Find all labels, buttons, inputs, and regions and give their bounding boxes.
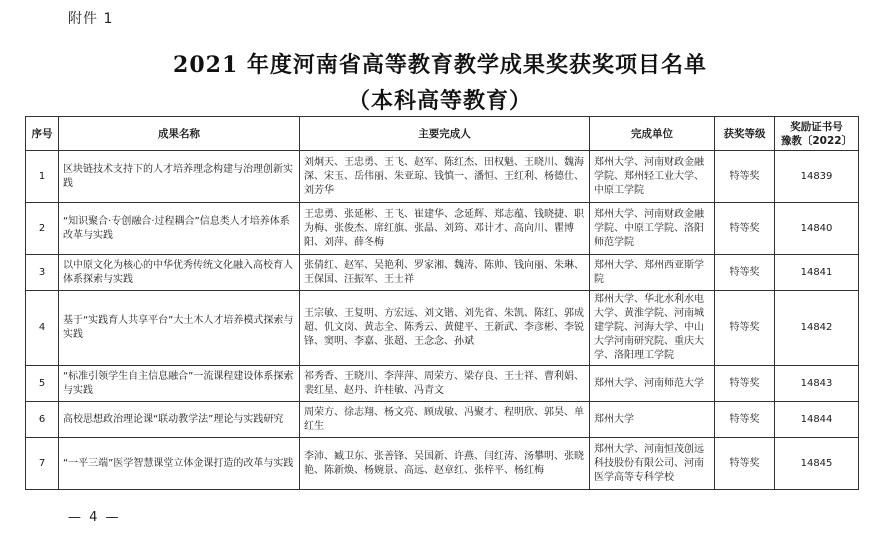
row-name: 区块链技术支持下的人才培养理念构建与治理创新实践: [59, 151, 300, 203]
award-table: [25, 116, 859, 490]
row-seq: 2: [26, 203, 59, 255]
header-grade: 获奖等级: [715, 117, 775, 151]
row-grade: 特等奖: [715, 203, 775, 255]
row-cert: 14844: [775, 402, 859, 438]
row-grade: 特等奖: [715, 255, 775, 291]
table-header-row: [26, 117, 859, 151]
row-name: “一平三端”医学智慧课堂立体金课打造的改革与实践: [59, 438, 300, 490]
row-cert: 14841: [775, 255, 859, 291]
row-seq: 1: [26, 151, 59, 203]
attachment-label: 附件 1: [68, 11, 114, 27]
row-seq: 3: [26, 255, 59, 291]
table-row: [26, 438, 859, 490]
document-title: 2021 年度河南省高等教育教学成果奖获奖项目名单: [173, 52, 707, 78]
row-people: 张倩红、赵军、吴艳利、罗家湘、魏涛、陈帅、钱向丽、朱琳、王保国、汪振军、王士祥: [300, 255, 590, 291]
row-seq: 6: [26, 402, 59, 438]
row-people: 王宗敏、王复明、方宏远、刘文锴、刘先省、朱凯、陈红、郭成超、仉文岗、黄志全、陈秀云、黄健平、王新武、李彦彬、李锐锋、窦明、李嘉、张超、王念念、孙斌: [300, 291, 590, 366]
row-cert: 14845: [775, 438, 859, 490]
row-cert: 14843: [775, 366, 859, 402]
page-number: — 4 —: [68, 510, 121, 525]
row-name: “标准引领学生自主信息融合”一流课程建设体系探索与实践: [59, 366, 300, 402]
row-unit: 郑州大学、河南师范大学: [590, 366, 715, 402]
table-row: [26, 151, 859, 203]
row-name: 高校思想政治理论课“联动教学法”理论与实践研究: [59, 402, 300, 438]
header-cert-line2: 豫教〔2022〕: [780, 134, 853, 147]
table-row: [26, 402, 859, 438]
row-seq: 4: [26, 291, 59, 366]
row-people: 周荣方、徐志翔、杨文亮、顾成敏、冯聚才、程明欣、郭昊、单红生: [300, 402, 590, 438]
row-unit: 郑州大学、郑州西亚斯学院: [590, 255, 715, 291]
header-unit: 完成单位: [590, 117, 715, 151]
row-people: 王忠勇、张延彬、王飞、崔建华、念延辉、郑志蕴、钱晓捷、职为梅、张俊杰、席红旗、张晶、刘筠、邓计才、高向川、瞿博阳、刘萍、薛冬梅: [300, 203, 590, 255]
table-row: [26, 291, 859, 366]
document-subtitle: （本科高等教育）: [347, 88, 532, 114]
header-cert: [775, 117, 859, 151]
row-unit: 郑州大学、河南财政金融学院、郑州轻工业大学、中原工学院: [590, 151, 715, 203]
row-grade: 特等奖: [715, 151, 775, 203]
row-grade: 特等奖: [715, 402, 775, 438]
table-row: [26, 203, 859, 255]
row-seq: 7: [26, 438, 59, 490]
row-seq: 5: [26, 366, 59, 402]
row-unit: 郑州大学、河南恒茂创远科技股份有限公司、河南医学高等专科学校: [590, 438, 715, 490]
row-cert: 14842: [775, 291, 859, 366]
row-name: 以中原文化为核心的中华优秀传统文化融入高校育人体系探索与实践: [59, 255, 300, 291]
row-unit: 郑州大学: [590, 402, 715, 438]
row-name: 基于“实践育人共享平台”大土木人才培养模式探索与实践: [59, 291, 300, 366]
header-name: 成果名称: [59, 117, 300, 151]
table-row: [26, 255, 859, 291]
header-people: 主要完成人: [300, 117, 590, 151]
row-unit: 郑州大学、华北水利水电大学、黄淮学院、河南城建学院、河海大学、中山大学河南研究院、重庆大学、洛阳理工学院: [590, 291, 715, 366]
row-people: 李沛、臧卫东、张善锋、吴国新、许燕、闫红涛、汤攀明、张晓艳、陈新焕、杨婉景、高远、赵章红、张梓平、杨红梅: [300, 438, 590, 490]
row-grade: 特等奖: [715, 291, 775, 366]
row-cert: 14839: [775, 151, 859, 203]
header-seq: 序号: [26, 117, 59, 151]
header-cert-line1: 奖励证书号: [790, 120, 843, 133]
row-grade: 特等奖: [715, 438, 775, 490]
row-people: 祁秀香、王晓川、李萍萍、周荣方、梁存良、王士祥、曹利娟、裴红星、赵丹、许桂敏、冯青文: [300, 366, 590, 402]
row-name: “知识聚合·专创融合·过程耦合”信息类人才培养体系改革与实践: [59, 203, 300, 255]
row-cert: 14840: [775, 203, 859, 255]
table-row: [26, 366, 859, 402]
row-grade: 特等奖: [715, 366, 775, 402]
row-unit: 郑州大学、河南财政金融学院、中原工学院、洛阳师范学院: [590, 203, 715, 255]
row-people: 刘炯天、王忠勇、王飞、赵军、陈红杰、田权魁、王晓川、魏海深、宋玉、岳伟丽、朱亚琼、钱慎一、潘恒、王红利、杨德仕、刘芳华: [300, 151, 590, 203]
